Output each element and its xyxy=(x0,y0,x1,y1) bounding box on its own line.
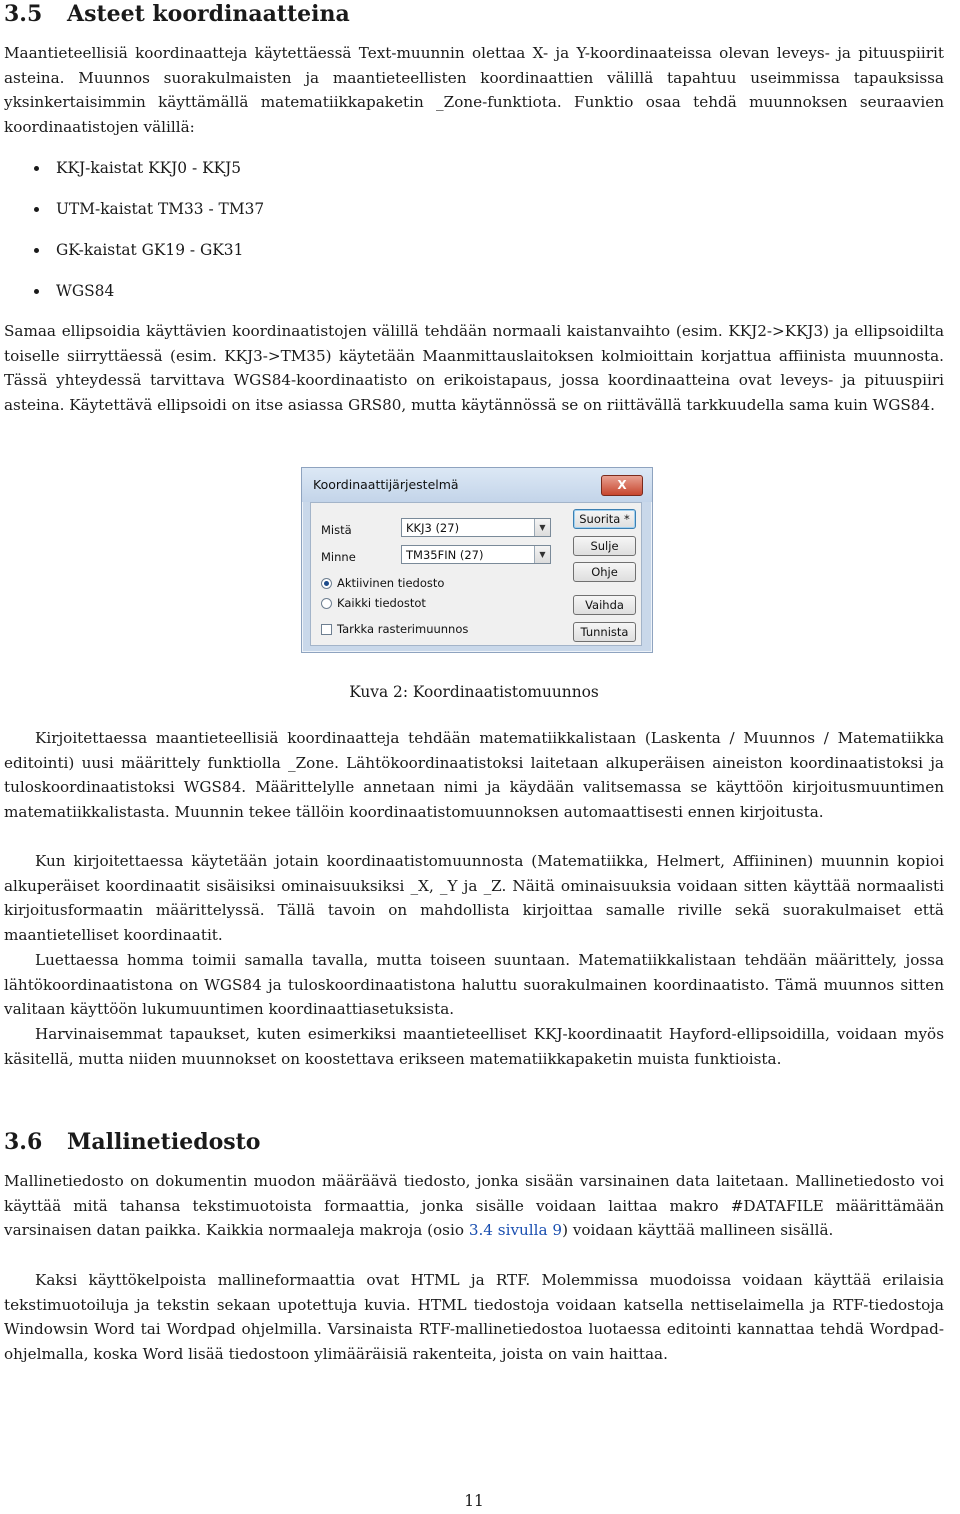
ellipsoid-paragraph: Samaa ellipsoidia käyttävien koordinaatistojen välillä tehdään normaali kaistanvaihto (esim. KKJ2->KKJ3) ja ellipsoidilta toiselle siirryttäessä (esim. KKJ3->TM35) käytetään Maanmittauslaitoksen kolmioittain korjattua affiinista muunnosta. Tässä yhteydessä tarvittava WGS84-koordinaatisto on erikoistapaus, jossa koordinaatteina ovat leveys- ja pituuspiiri asteina. Käytettävä ellipsoidi on itse asiassa GRS80, mutta käytännössä se on riittävällä tarkkuudella sama kuin WGS84. xyxy=(4,322,944,414)
figure-caption: Kuva 2: Koordinaatistomuunnos xyxy=(349,683,599,701)
paragraph-transform: Kun kirjoitettaessa käytetään jotain koordinaatistomuunnosta (Matematiikka, Helmert, Affiininen) muunnin kopioi alkuperäiset koordinaatit sisäisiksi ominaisuuksiksi _X, _Y ja _Z. Näitä ominaisuuksia voidaan sitten käyttää normaalisti kirjoitusformaatin määrittelyssä. Tällä tavoin on mahdollista kirjoittaa samalle riville sekä suorakulmaiset että maantietelliset koordinaatit. xyxy=(4,852,944,944)
section-number: 3.5 xyxy=(4,1,43,27)
from-select-value: KKJ3 (27) xyxy=(406,521,460,535)
radio-all-label: Kaikki tiedostot xyxy=(337,596,426,610)
list-item: GK-kaistat GK19 - GK31 xyxy=(4,236,264,277)
section-heading-3-5 xyxy=(4,0,350,28)
dialog-body xyxy=(310,502,642,646)
radio-empty-icon xyxy=(321,598,332,609)
swap-button[interactable]: Vaihda xyxy=(573,595,636,615)
section-heading-3-6 xyxy=(4,1128,260,1156)
section-title: Asteet koordinaatteina xyxy=(67,1,350,27)
coordinate-system-list xyxy=(4,154,264,318)
page-number: 11 xyxy=(464,1492,484,1510)
from-label: Mistä xyxy=(321,523,352,537)
to-select-value: TM35FIN (27) xyxy=(406,548,484,562)
radio-selected-icon xyxy=(321,578,332,589)
coordinate-system-dialog xyxy=(301,467,653,653)
checkbox-icon xyxy=(321,624,332,635)
paragraph-reading: Luettaessa homma toimii samalla tavalla, mutta toiseen suuntaan. Matematiikkalistaan tehdään määrittely, jossa lähtökoordinaatistona on WGS84 ja tuloskoordinaatistona haluttu suorakulmainen koordinaatisto. Tämä muunnos sitten valitaan käyttöön lukumuuntimen koordinaattiasetuksista. xyxy=(4,951,944,1019)
help-button[interactable]: Ohje xyxy=(573,562,636,582)
precise-raster-checkbox[interactable] xyxy=(321,622,468,636)
radio-all-files[interactable] xyxy=(321,596,426,610)
template-text: Mallinetiedosto on dokumentin muodon määräävä tiedosto, jonka sisään varsinainen data laitetaan. Mallinetiedosto voi käyttää mitä tahansa tekstimuotoista formaattia, jonka sisälle voidaan laittaa makro #DATAFILE määrittämään varsinaisen datan paikka. Kaikkia normaaleja makroja (osio xyxy=(4,1172,944,1240)
to-select[interactable] xyxy=(401,545,551,564)
from-select[interactable] xyxy=(401,518,551,537)
list-item: KKJ-kaistat KKJ0 - KKJ5 xyxy=(4,154,264,195)
list-item: WGS84 xyxy=(4,277,264,318)
section-title: Mallinetiedosto xyxy=(67,1129,261,1155)
close-dialog-button[interactable]: Sulje xyxy=(573,536,636,556)
list-item: UTM-kaistat TM33 - TM37 xyxy=(4,195,264,236)
run-button[interactable]: Suorita * xyxy=(573,509,636,529)
section-number: 3.6 xyxy=(4,1129,43,1155)
dialog-title: Koordinaattijärjestelmä xyxy=(302,468,652,502)
template-text: ) voidaan käyttää mallineen sisällä. xyxy=(562,1221,834,1240)
radio-active-file[interactable] xyxy=(321,576,444,590)
template-paragraph-1 xyxy=(4,1169,944,1243)
intro-paragraph: Maantieteellisiä koordinaatteja käytettäessä Text-muunnin olettaa X- ja Y-koordinaateissa olevan leveys- ja pituuspiirit asteina. Muunnos suorakulmaisten ja maantieteellisten koordinaattien välillä tapahtuu useimmissa tapauksissa yksinkertaisimmin käyttämällä matematiikkapaketin _Zone-funktiota. Funktio osaa tehdä muunnoksen seuraavien koordinaatistojen välillä: xyxy=(4,44,944,136)
chevron-down-icon: ▼ xyxy=(534,519,550,536)
section-reference-link[interactable]: 3.4 sivulla 9 xyxy=(468,1221,563,1240)
paragraph-rare-cases: Harvinaisemmat tapaukset, kuten esimerkiksi maantieteelliset KKJ-koordinaatit Hayford-ellipsoidilla, voidaan myös käsitellä, mutta niiden muunnokset on koostettava erikseen matematiikkapaketin muista funktioista. xyxy=(4,1025,944,1068)
template-paragraph-2: Kaksi käyttökelpoista mallineformaattia ovat HTML ja RTF. Molemmissa muodoissa voidaan käyttää erilaisia tekstimuotoiluja ja tekstin sekaan upotettuja kuvia. HTML tiedostoja voidaan katsella nettiselaimella ja RTF-tiedostoja Windowsin Word tai Wordpad ohjelmilla. Varsinaista RTF-mallinetiedostoa luotaessa editointi kannattaa tehdä Wordpad-ohjelmalla, koska Word lisää tiedostoon ylimääräisiä rakenteita, joista on vain haittaa. xyxy=(4,1271,944,1363)
close-button[interactable]: X xyxy=(601,475,643,496)
to-label: Minne xyxy=(321,550,356,564)
paragraph-writing: Kirjoitettaessa maantieteellisiä koordinaatteja tehdään matematiikkalistaan (Laskenta / Muunnos / Matematiikka editointi) uusi määrittely funktiolla _Zone. Lähtökoordinaatistoksi laitetaan alkuperäisen aineiston koordinaatistoksi ja tuloskoordinaatistoksi WGS84. Määrittelylle annetaan nimi ja käydään valitsemassa se käyttöön kirjoitusmuuntimen matematiikkalistasta. Muunnin tekee tällöin koordinaatistomuunnoksen automaattisesti ennen kirjoitusta. xyxy=(4,729,944,821)
precise-raster-label: Tarkka rasterimuunnos xyxy=(337,622,469,636)
identify-button[interactable]: Tunnista xyxy=(573,622,636,642)
radio-active-label: Aktiivinen tiedosto xyxy=(337,576,445,590)
chevron-down-icon: ▼ xyxy=(534,546,550,563)
